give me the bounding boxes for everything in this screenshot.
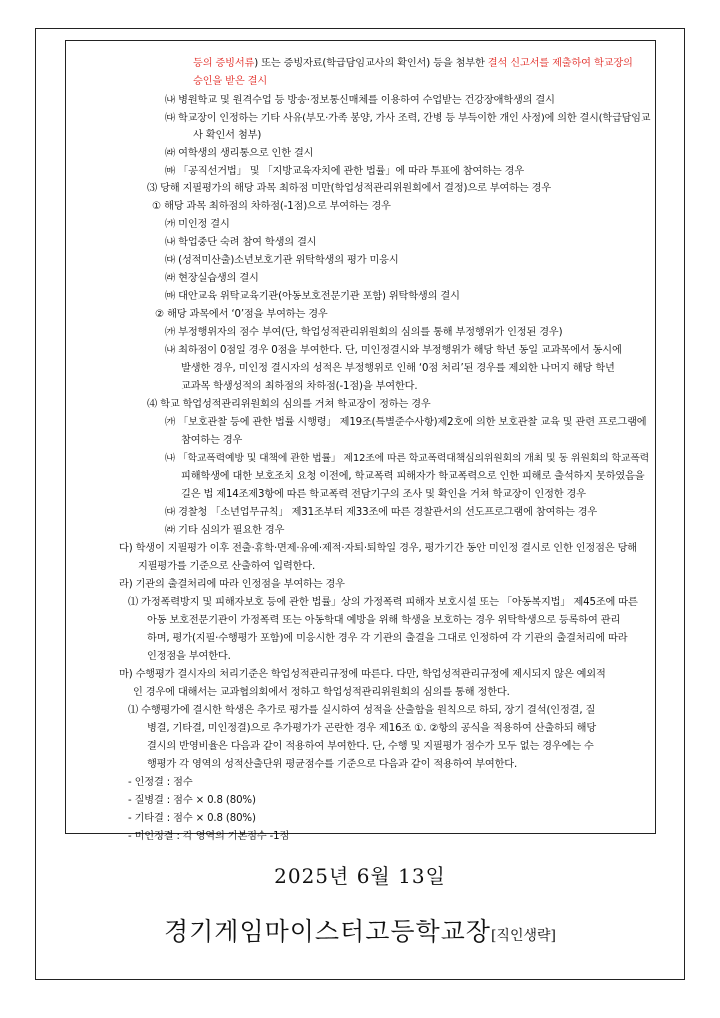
text-line: 병결, 기타결, 미인정결)으로 추가평가가 곤란한 경우 제16조 ①. ②항의 공식을 적용하여 산출하되 해당 [147,723,597,734]
text-line: ㈒ 대안교육 위탁교육기관(아동보호전문기관 포함) 위탁학생의 결시 [165,291,460,302]
text-line: ㈐ 학교장이 인정하는 기타 사유(부모·가족 봉양, 가사 조력, 간병 등 부득이한 개인 사정)에 의한 결시(학급담임교 [165,113,651,124]
text-line: - 질병결 : 점수 × 0.8 (80%) [128,795,256,806]
text-line: ㈎ 부정행위자의 점수 부여(단, 학업성적관리위원회의 심의를 통해 부정행위가 인정된 경우) [165,327,563,338]
text-line: ① 해당 과목 최하점의 차하점(-1점)으로 부여하는 경우 [152,201,391,212]
school-name: 경기게임마이스터고등학교장 [164,917,491,946]
text-line: 결시의 반영비율은 다음과 같이 적용하여 부여한다. 단, 수행 및 지필평가 점수가 모두 없는 경우에는 수 [147,741,594,752]
text-line: ⑴ 수행평가에 결시한 학생은 추가로 평가를 실시하여 성적을 산출함을 원칙으로 하되, 장기 결석(인정결, 질 [128,705,596,716]
text-line: ㈑ 여학생의 생리통으로 인한 결시 [165,148,314,159]
issue-date: 2025년 6월 13일 [274,864,446,888]
text-line: ㈏ 최하점이 0점일 경우 0점을 부여한다. 단, 미인정결시와 부정행위가 해당 학년 동일 교과목에서 동시에 [165,345,622,356]
text-line: - 미인정결 : 각 영역의 기본점수 -1점 [128,831,290,842]
text-line: ㈒ 「공직선거법」 및 「지방교육자치에 관한 법률」에 따라 투표에 참여하는 경우 [165,166,525,177]
text-line: ② 해당 과목에서 ‘0’점을 부여하는 경우 [155,309,328,320]
text-line [193,57,633,71]
text-line: ㈎ 미인정 결시 [165,219,230,230]
text-line: 하며, 평가(지필·수행평가 포함)에 미응시한 경우 각 기관의 출결을 그대로 인정하여 각 기관의 출결처리에 따라 [147,633,628,644]
text-line: 길은 법 제14조제3항에 따른 학교폭력 전담기구의 조사 및 확인을 거쳐 학교장이 인정한 경우 [181,489,586,500]
text-line: 발생한 경우, 미인정 결시자의 성적은 부정행위로 인해 ‘0점 처리’된 경우를 제외한 나머지 해당 학년 [181,363,615,374]
text-span-red: 등의 증빙서류 [193,58,255,69]
text-line: 참여하는 경우 [181,435,243,446]
text-span: ) 또는 증빙자료(학급담임교사의 확인서) 등을 첨부한 [254,58,488,69]
text-line: 교과목 학생성적의 최하점의 차하점(-1점)을 부여한다. [181,381,418,392]
text-line: - 인정결 : 점수 [128,777,193,788]
text-line: ㈑ 현장실습생의 결시 [165,273,259,284]
text-line: ⑷ 학교 학업성적관리위원회의 심의를 거쳐 학교장이 정하는 경우 [147,399,431,410]
text-line: 행평가 각 영역의 성적산출단위 평균점수를 기준으로 다음과 같이 적용하여 부여한다. [147,759,518,770]
text-line: 피해학생에 대한 보호조치 요청 이전에, 학교폭력 피해자가 학교폭력으로 인한 피해로 출석하지 못하였음을 [181,471,645,482]
text-line: ㈎ 「보호관찰 등에 관한 법률 시행령」 제19조(특별준수사항)제2호에 의한 보호관찰 교육 및 관련 프로그램에 [165,417,647,428]
text-line: 지필평가를 기준으로 산출하여 입력한다. [138,561,316,572]
text-line: ⑶ 당해 지필평가의 해당 과목 최하점 미만(학업성적관리위원회에서 결정)으로 부여하는 경우 [147,183,552,194]
text-line: ㈐ (성적미산출)소년보호기관 위탁학생의 평가 미응시 [165,255,399,266]
text-line: 다) 학생이 지필평가 이후 전출·휴학·면제·유예·제적·자퇴·퇴학일 경우, 평가기간 동안 미인정 결시로 인한 인정점은 당해 [119,543,637,554]
text-line: 인정점을 부여한다. [147,651,231,662]
school-signature [0,912,720,948]
text-line: 아동 보호전문기관이 가정폭력 또는 아동학대 예방을 위해 학생을 보호하는 경우 위탁학생으로 등록하여 관리 [147,615,621,626]
text-line: ⑴ 가정폭력방지 및 피해자보호 등에 관한 법률」상의 가정폭력 피해자 보호시설 또는 「아동복지법」 제45조에 따른 [128,597,638,608]
text-line: 사 확인서 첨부) [193,130,262,141]
text-line: - 기타결 : 점수 × 0.8 (80%) [128,813,256,824]
text-span-red: 결석 신고서를 제출하여 학교장의 [487,58,633,69]
text-line: 승인을 받은 결시 [193,76,268,87]
text-line: 마) 수행평가 결시자의 처리기준은 학업성적관리규정에 따른다. 다만, 학업성적관리규정에 제시되지 않은 예외적 [119,669,606,680]
text-line: ㈐ 경찰청 「소년업무규칙」 제31조부터 제33조에 따른 경찰관서의 선도프로그램에 참여하는 경우 [165,507,598,518]
text-line: ㈏ 「학교폭력예방 및 대책에 관한 법률」 제12조에 따른 학교폭력대책심의위원회의 개최 및 동 위원회의 학교폭력 [165,453,650,464]
seal-omitted-note: [직인생략] [490,928,556,944]
text-line: ㈏ 학업중단 숙려 참여 학생의 결시 [165,237,317,248]
text-line: ㈏ 병원학교 및 원격수업 등 방송·정보통신매체를 이용하여 수업받는 건강장애학생의 결시 [165,95,555,106]
text-line: ㈑ 기타 심의가 필요한 경우 [165,525,285,536]
text-line: 라) 기관의 출결처리에 따라 인정점을 부여하는 경우 [119,579,345,590]
text-line: 인 경우에 대해서는 교과협의회에서 정하고 학업성적관리위원회의 심의를 통해 정한다. [133,687,510,698]
